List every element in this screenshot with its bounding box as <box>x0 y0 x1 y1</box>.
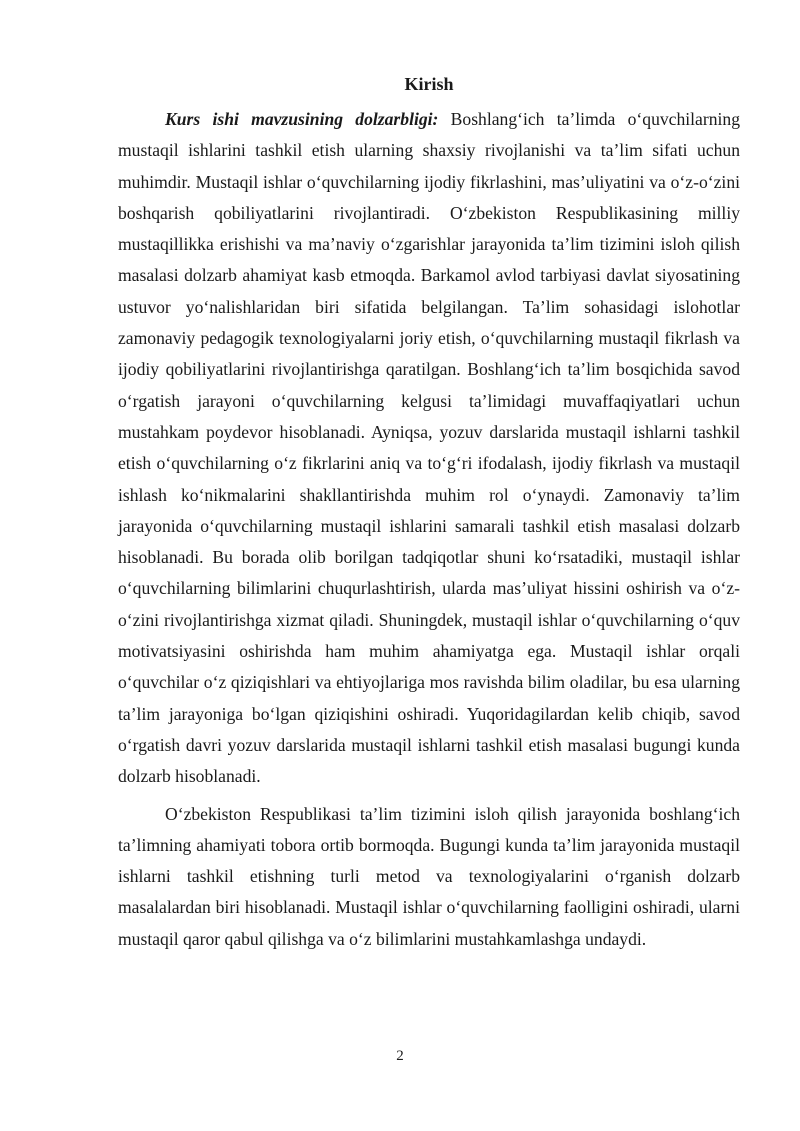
page-number: 2 <box>396 1048 404 1064</box>
paragraph-lead: Kurs ishi mavzusining dolzarbligi: <box>165 109 439 129</box>
paragraph-relevance <box>118 104 740 793</box>
page-title: Kirish <box>404 74 454 94</box>
paragraph-reform <box>118 799 740 955</box>
paragraph-text: Boshlang‘ich ta’limda o‘quvchilarning mustaqil ishlarini tashkil etish ularning shaxsiy rivojlanishi va ta’lim sifati uchun muhimdir. Mustaqil ishlar o‘quvchilarning ijodiy fikrlashini, mas’uliyatini va o‘z-o‘zini boshqarish qobiliyatlarini rivojlantiradi. O‘zbekiston Respublikasining milliy mustaqillikka erishishi va ma’naviy o‘zgarishlar jarayonida ta’lim tizimini isloh qilish masalasi dolzarb ahamiyat kasb etmoqda. Barkamol avlod tarbiyasi davlat siyosatining ustuvor yo‘nalishlaridan biri sifatida belgilangan. Ta’lim sohasidagi islohotlar zamonaviy pedagogik texnologiyalarni joriy etish, o‘quvchilarning mustaqil fikrlash va ijodiy qobiliyatlarini rivojlantirishga qaratilgan. Boshlang‘ich ta’lim bosqichida savod o‘rgatish jarayoni o‘quvchilarning kelgusi ta’limidagi muvaffaqiyatlari uchun mustahkam poydevor hisoblanadi. Ayniqsa, yozuv darslarida mustaqil ishlarni tashkil etish o‘quvchilarning o‘z fikrlarini aniq va to‘g‘ri ifodalash, ijodiy fikrlash va mustaqil ishlash ko‘nikmalarini shakllantirishda muhim rol o‘ynaydi. Zamonaviy ta’lim jarayonida o‘quvchilarning mustaqil ishlarini samarali tashkil etish masalasi dolzarb hisoblanadi. Bu borada olib borilgan tadqiqotlar shuni ko‘rsatadiki, mustaqil ishlar o‘quvchilarning bilimlarini chuqurlashtirish, ularda mas’uliyat hissini oshirish va o‘z-o‘zini rivojlantirishga xizmat qiladi. Shuningdek, mustaqil ishlar o‘quvchilarning o‘quv motivatsiyasini oshirishda ham muhim ahamiyatga ega. Mustaqil ishlar orqali o‘quvchilar o‘z qiziqishlari va ehtiyojlariga mos ravishda bilim oladilar, bu esa ularning ta’lim jarayoniga bo‘lgan qiziqishini oshiradi. Yuqoridagilardan kelib chiqib, savod o‘rgatish davri yozuv darslarida mustaqil ishlarni tashkil etish masalasi bugungi kunda dolzarb hisoblanadi. <box>118 109 740 787</box>
paragraph-text: O‘zbekiston Respublikasi ta’lim tizimini isloh qilish jarayonida boshlang‘ich ta’limning ahamiyati tobora ortib bormoqda. Bugungi kunda ta’lim jarayonida mustaqil ishlarni tashkil etishning turli metod va texnologiyalarini o‘rganish dolzarb masalalardan biri hisoblanadi. Mustaqil ishlar o‘quvchilarning faolligini oshiradi, ularni mustaqil qaror qabul qilishga va o‘z bilimlarini mustahkamlashga undaydi. <box>118 803 740 949</box>
